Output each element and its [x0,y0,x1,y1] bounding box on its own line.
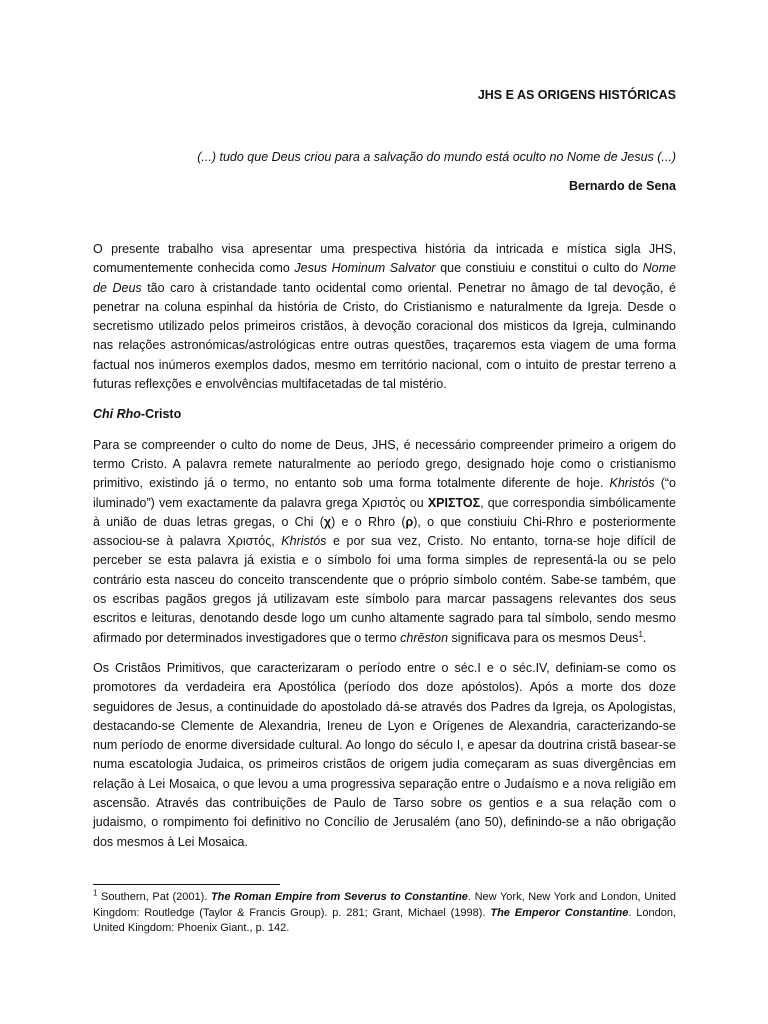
document-page [93,0,676,1024]
footnote-number: 1 [93,888,98,898]
footnote-reference[interactable]: 1 [638,629,643,639]
section-heading: Chi Rho-Cristo [93,407,182,422]
document-body [93,240,676,863]
epigraph-quote: (...) tudo que Deus criou para a salvação do mundo está oculto no Nome de Jesus (...) [197,150,676,164]
footnote: $^1$ Southern, Pat (2001). The Roman Empire from Severus to Constantine. New York, New York and London, United Kingdom: Routledge (Taylor & Francis Group). p. 281; Grant, Michael (1998). The Emperor Constantine. London, United Kingdom: Phoenix Giant., p. 142. [93,888,677,934]
early-christians-paragraph: Os Cristãos Primitivos, que caracterizaram o período entre o séc.I e o séc.IV, definiam-se como os promotores da verdadeira era Apostólica (período dos doze apóstolos). Após a morte dos doze seguidores de Jesus, a continuidade do apostolado dá-se através dos Padres da Igreja, os Apologistas, destacando-se Clemente de Alexandria, Ireneu de Lyon e Orígenes de Alexandria, caracterizando-se num período de enorme diversidade cultural. Ao longo do século I, e apesar da doutrina cristã basear-se numa escatologia Judaica, os primeiros cristãos de origem judia começaram as suas divergências em relação à Lei Mosaica, o que levou a uma progressiva separação entre o Judaísmo e a nova religião em ascensão. Através das contribuições de Paulo de Tarso sobre os gentios e a sua relação com o judaismo, o rompimento foi definitivo no Concílio de Jerusalém (ano 50), definindo-se a não obrigação dos mesmos à Lei Mosaica. [93,660,676,849]
document-title: JHS E AS ORIGENS HISTÓRICAS [477,88,676,102]
footnote-divider [93,884,280,885]
intro-paragraph: O presente trabalho visa apresentar uma prespectiva história da intricada e mística sigla JHS, comumentemente conhecida como Jesus Hominum Salvator que constiuiu e constitui o culto do Nome de Deus tão caro à cristandade tanto ocidental como oriental. Penetrar no âmago de tal devoção, é penetrar na coluna espinhal da história de Cristo, do Cristianismo e naturalmente da Igreja. Desde o secretismo utilizado pelos primeiros cristãos, à devoção coracional dos misticos da Igreja, culminando nas relações astronómicas/astrológicas entre outras questões, traçaremos esta viagem de uma forma factual nos inúmeros exemplos dados, mesmo em território nacional, com o intuito de prestar terreno a futuras reflexções e envolvências multifacetadas de tal mistério. [93,242,676,392]
chi-rho-paragraph: Para se compreender o culto do nome de Deus, JHS, é necessário compreender primeiro a origem do termo Cristo. A palavra remete naturalmente ao período grego, designado hoje como o cristianismo primitivo, existindo já o termo, no entanto sob uma forma totalmente diferente de hoje. Khristós (“o iluminado”) vem exactamente da palavra grega Χριστός ou ΧΡΙΣΤΟΣ, que correspondia simbólicamente à união de duas letras gregas, o Chi (χ) e o Rhro (ρ), o que constiuiu Chi-Rhro e posteriormente associou-se à palavra Χριστός, Khristós e por sua vez, Cristo. No entanto, torna-se hoje difícil de perceber se esta palavra já existia e o símbolo foi uma forma simples de representá-la ou se pelo contrário esta nasceu do conceito transcendente que o próprio símbolo contém. Sabe-se também, que os escribas pagãos gregos já utilizavam este símbolo para marcar passagens relevantes dos seus escritos e leituras, denotando desde logo um cunho altamente sagrado para tal símbolo, sendo mesmo afirmado por determinados investigadores que o termo chrēston significava para os mesmos Deus$^1$. [93,437,677,645]
epigraph-author: Bernardo de Sena [569,179,676,193]
